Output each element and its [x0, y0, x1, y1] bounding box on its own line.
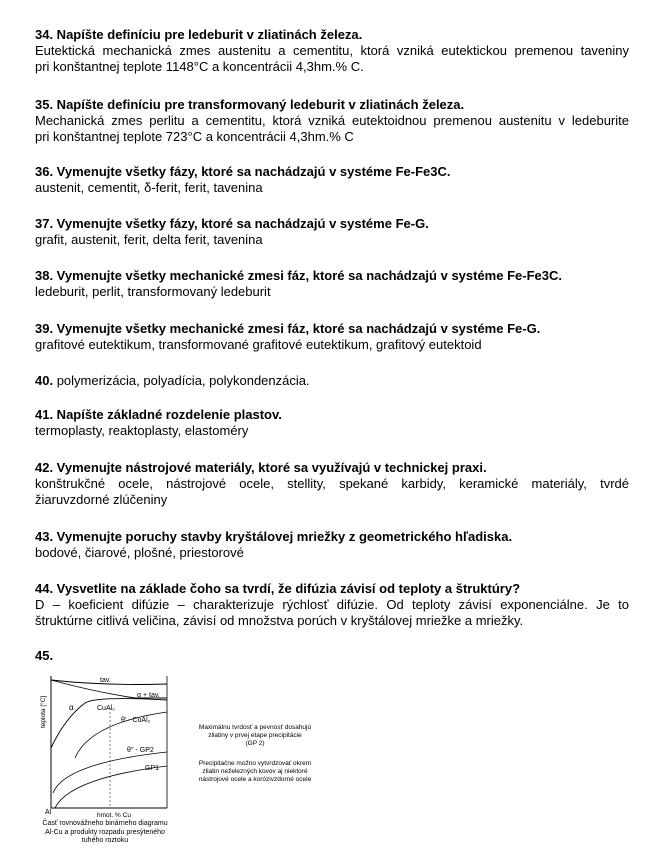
- note-2-line-3: nástrojové ocele a korózivzdorné ocele: [198, 776, 312, 783]
- answer-38: ledeburit, perlit, transformovaný ledeburit: [35, 284, 271, 299]
- figure-number: 45.: [35, 648, 54, 663]
- label-gp2: θ'' - GP2: [127, 747, 154, 754]
- answer-44-line-1: D – koeficient difúzie – charakterizuje rýchlosť difúzie. Od teploty závisí exponenciálne. Je to: [35, 597, 629, 612]
- y-axis-label: teplota [°C]: [40, 695, 47, 728]
- caption-line-1: Časť rovnovážneho binárneho diagramu: [42, 820, 168, 827]
- note-2-line-2: zliatin neželezných kovov aj niektoré: [202, 768, 308, 775]
- answer-41: termoplasty, reaktoplasty, elastoméry: [35, 423, 249, 438]
- caption-line-3: tuhého roztoku: [81, 837, 129, 844]
- question-37: 37. Vymenujte všetky fázy, ktoré sa nachádzajú v systéme Fe-G.: [35, 216, 429, 231]
- number-40: 40.: [35, 373, 54, 388]
- label-gp1: GP1: [145, 765, 160, 772]
- answer-44-line-2: štruktúrne citlivá veličina, závisí od množstva porúch v kryštálovej mriežke a mriežky.: [35, 613, 524, 628]
- question-34: 34. Napíšte definíciu pre ledeburit v zliatinách železa.: [35, 27, 363, 42]
- qa-36: [35, 164, 629, 196]
- answer-39: grafitové eutektikum, transformované grafitové eutektikum, grafitový eutektoid: [35, 337, 482, 352]
- label-tav: tav.: [100, 677, 111, 684]
- label-theta-prime: θ' - CuAl₂: [121, 717, 151, 724]
- question-41: 41. Napíšte základné rozdelenie plastov.: [35, 407, 282, 422]
- qa-41: [35, 407, 629, 439]
- figure-45: [35, 648, 335, 853]
- note-2-line-1: Precipitačne možno vytvrdzovať okrem: [198, 760, 312, 767]
- qa-39: [35, 321, 629, 353]
- label-alpha: α: [69, 703, 74, 712]
- answer-35-line-1: Mechanická zmes perlitu a cementitu, ktorá vzniká eutektoidnou premenou austenitu v ledeburite: [35, 113, 629, 128]
- answer-42-line-1: konštrukčné ocele, nástrojové ocele, stellity, spekané karbidy, keramické materiály, tvrdé: [35, 476, 629, 491]
- answer-42-line-2: žiaruvzdorné zlúčeniny: [35, 492, 168, 507]
- x-axis-label: hmot. % Cu: [97, 812, 131, 819]
- figure-caption: [35, 820, 175, 846]
- qa-38: [35, 268, 629, 300]
- question-38: 38. Vymenujte všetky mechanické zmesi fáz, ktoré sa nachádzajú v systéme Fe-Fe3C.: [35, 268, 562, 283]
- qa-42: [35, 460, 629, 508]
- caption-line-2: Al-Cu a produkty rozpadu presýteného: [45, 828, 165, 836]
- figure-note-1: [185, 724, 325, 748]
- origin-label: Al: [45, 809, 52, 816]
- qa-37: [35, 216, 629, 248]
- question-44: 44. Vysvetlite na základe čoho sa tvrdí, že difúzia závisí od teploty a štruktúry?: [35, 581, 521, 596]
- answer-34-line-2: pri konštantnej teplote 1148°C a koncentrácii 4,3hm.% C.: [35, 59, 364, 74]
- qa-40: [35, 373, 629, 389]
- question-36: 36. Vymenujte všetky fázy, ktoré sa nachádzajú v systéme Fe-Fe3C.: [35, 164, 451, 179]
- answer-34-line-1: Eutektická mechanická zmes austenitu a cementitu, ktorá vzniká eutektickou premenou taveniny: [35, 43, 629, 58]
- gp1-curve: [55, 766, 167, 808]
- answer-40: polymerizácia, polyadícia, polykondenzácia.: [53, 373, 310, 388]
- qa-35: [35, 97, 629, 145]
- note-1-line-2: zliatiny v prvej etape precipitácie: [208, 732, 302, 739]
- figure-note-2: [185, 760, 325, 784]
- qa-43: [35, 529, 629, 561]
- qa-44: [35, 581, 629, 629]
- answer-37: grafit, austenit, ferit, delta ferit, tavenina: [35, 232, 263, 247]
- answer-36: austenit, cementit, δ-ferit, ferit, tavenina: [35, 180, 263, 195]
- answer-43: bodové, čiarové, plošné, priestorové: [35, 545, 244, 560]
- question-39: 39. Vymenujte všetky mechanické zmesi fáz, ktoré sa nachádzajú v systéme Fe-G.: [35, 321, 541, 336]
- question-42: 42. Vymenujte nástrojové materiály, ktoré sa využívajú v technickej praxi.: [35, 460, 487, 475]
- note-1-line-3: (GP 2): [245, 740, 265, 747]
- label-alpha-tav: α + tav.: [137, 692, 160, 699]
- answer-35-line-2: pri konštantnej teplote 723°C a koncentrácii 4,3hm.% C: [35, 129, 354, 144]
- label-cual2: CuAl₂: [97, 705, 115, 712]
- question-43: 43. Vymenujte poruchy stavby kryštálovej mriežky z geometrického hľadiska.: [35, 529, 513, 544]
- note-1-line-1: Maximálnu tvrdosť a pevnosť dosahujú: [198, 724, 312, 731]
- qa-34: [35, 27, 629, 75]
- question-35: 35. Napíšte definíciu pre transformovaný ledeburit v zliatinách železa.: [35, 97, 465, 112]
